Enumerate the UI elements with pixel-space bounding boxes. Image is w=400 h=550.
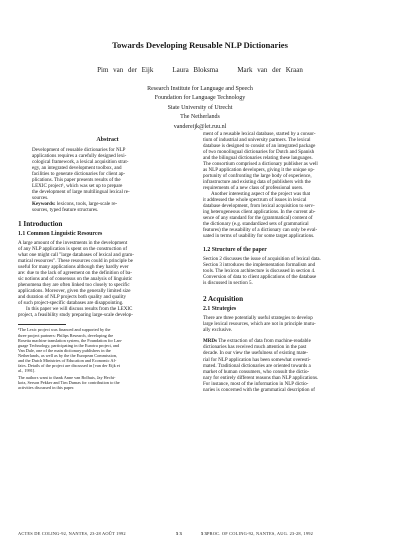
footnote-line: three project partners: Philips Research, developing the	[18, 332, 114, 338]
text-line: market of human consumers, who consult the dictio-	[203, 368, 310, 375]
footnote-line: ¹The Lexic project was financed and supported by the	[18, 327, 111, 333]
text-line: Section 3 introduces the implementation formalism and	[203, 262, 316, 269]
text-line: the dictionary (e.g. standardized sets of grammatical	[203, 221, 309, 228]
text-line: The consortium comprised a dictionary publisher as well	[203, 161, 318, 168]
paragraph	[203, 315, 382, 333]
footnote-line: Netherlands, as well as by the the European Commission,	[18, 352, 118, 358]
footnote-line: al., 1991].	[18, 368, 36, 374]
text-line: Conversion of data to client applications of the database	[203, 274, 317, 281]
text-line: and the bilingual dictionaries relating these languages.	[203, 155, 313, 162]
text-line: useful for many applications although they hardly ever	[18, 264, 129, 271]
text-line: ally exclusive.	[203, 327, 233, 334]
text-line: as NLP application developers, giving it the unique op-	[203, 167, 315, 174]
abstract-line: facilities to generate dictionaries for client ap-	[32, 171, 126, 178]
keywords-label: Keywords:	[32, 201, 56, 208]
paper-title: Towards Developing Reusable NLP Dictionaries	[112, 40, 288, 50]
text-line: database development, from lexical acquisition to serv-	[203, 203, 315, 210]
section-heading: 2 Acquisition	[203, 295, 244, 304]
text-line: Another interesting aspect of the project was that	[211, 191, 311, 198]
text-line: infrastructure and existing data of publishers with the	[203, 179, 311, 186]
footnote-line: Rosetta machine translation system, the Foundation for Lan-	[18, 337, 123, 343]
text-line: matical resources". These resources could in principle be	[18, 258, 133, 265]
affiliation-line: State University of Utrecht	[167, 104, 233, 111]
footer-right: PROC. OF COLING-92, NANTES, AUG. 23-28, 1992	[207, 531, 314, 536]
text-line: features) the reusability of a dictionary can only be eval-	[203, 227, 318, 234]
text-line: uated in terms of usability for some target applications.	[203, 233, 315, 240]
keywords-line: sources, typed feature structures.	[32, 207, 99, 214]
text-line: database is designed to consist of an integrated package	[203, 143, 316, 150]
author-list	[0, 66, 400, 74]
text-line: decade. In our view the usefulness of existing mate-	[203, 350, 308, 357]
page-number-right: 5 3	[201, 531, 207, 536]
abstract-line: cological framework, a lexical acquisition strat-	[32, 159, 129, 166]
paragraph	[18, 312, 197, 318]
subsection-heading: 2.1 Strategies	[203, 306, 237, 313]
abstract-line: plications. This paper presents results of the	[32, 177, 121, 184]
text-line: is discussed in section 5.	[203, 280, 253, 287]
footnote-line: fairs. Details of the project are discussed in [van der Eijk et	[18, 363, 120, 369]
text-line: requirements of a new class of professional users.	[203, 185, 304, 192]
text-line: naries is concerned with the grammatical description of	[203, 386, 315, 393]
paragraph	[203, 256, 382, 286]
footnote-line: kotz, Serson Pekker and Tim Dumas for contribution to the	[18, 380, 120, 386]
footnote	[18, 327, 197, 390]
author-name: Laura Bloksma	[172, 66, 219, 74]
text-line: For instance, most of the information in NLP dictio-	[203, 380, 309, 387]
text-line: tium of industrial and university partners. The lexical	[203, 137, 311, 144]
abstract-line: LEXIC project¹, which was set up to prepare	[32, 183, 123, 190]
subsection-heading: 1.1 Common Linguistic Resources	[18, 231, 103, 238]
run-in-heading: MRDs	[203, 338, 218, 345]
footer-left: ACTES DE COLING-92, NANTES, 23-28 AOÛT 1992	[18, 531, 126, 536]
paragraph	[203, 131, 382, 191]
right-column	[203, 131, 382, 393]
abstract-line: sources.	[32, 195, 49, 202]
affiliation-line: Foundation for Language Technology	[154, 95, 246, 102]
text-line: applications. Moreover, given the generally limited size	[18, 288, 131, 295]
text-line: Section 2 discusses the issue of acquisition of lexical data.	[203, 256, 321, 263]
keywords-text: lexicons, tools, large-scale re-	[55, 201, 118, 208]
text-line: of two monolingual dictionaries for Dutch and Spanish	[203, 149, 315, 156]
abstract-heading: Abstract	[96, 137, 119, 143]
text-line: sic notions and of consensus on the analysis of linguistic	[18, 276, 133, 283]
affiliation-line: Research Institute for Language and Speech	[147, 86, 253, 92]
paragraph	[203, 191, 382, 239]
text-line: large lexical resources, which are not in principle mutu-	[203, 321, 316, 328]
text-line: mated. Traditional dictionaries are oriented towards a	[203, 362, 311, 369]
page-number-left: 5 3	[176, 531, 182, 536]
abstract-body	[18, 147, 197, 213]
text-line: what one might call "large databases of lexical and gram-	[18, 252, 134, 259]
abstract-line: the development of large multilingual lexical re-	[32, 189, 130, 196]
paragraph	[203, 338, 382, 392]
author-name: Mark van der Kraan	[237, 66, 303, 74]
text-line: In this paper we will discuss results from the LEXIC	[26, 306, 133, 313]
text-run: The extraction of data from machine-readable	[217, 338, 311, 345]
abstract-line: egy, an integrated development toolbox, and	[32, 165, 122, 172]
text-line: of such project-specific databases are disappointing.	[18, 300, 124, 307]
section-heading: 1 Introduction	[18, 220, 63, 229]
text-line: rial for NLP application has been somewhat overesti-	[203, 356, 311, 363]
text-line: are: due to the lack of agreement on the definition of ba-	[18, 270, 132, 277]
text-line: ing heterogeneous client applications. In the current ab-	[203, 209, 316, 216]
abstract-line: Development of reusable dictionaries for NLP	[32, 147, 126, 154]
text-line: it addressed the whole spectrum of issues in lexical	[203, 197, 307, 204]
paragraph	[18, 240, 197, 306]
text-line: A large amount of the investments in the development	[18, 240, 128, 247]
footnote-line: guage Technology, participating in the Eurotra project, and	[18, 342, 120, 348]
abstract-line: applications requires a carefully designed lexi-	[32, 153, 127, 160]
text-line: dictionaries has received much attention in the past	[203, 344, 307, 351]
text-line: sence of any standard for the (grammatical) content of	[203, 215, 313, 222]
text-line: nary for entirely different reasons than NLP applications.	[203, 374, 319, 381]
author-name: Pim van der Eijk	[97, 66, 154, 74]
text-line: phenomena they are often linked too closely to specific	[18, 282, 130, 289]
author-email: vandereijk@let.ruu.nl	[173, 123, 227, 130]
footnote-line: Van Dale, one of the main dictionary publishers in the	[18, 347, 111, 353]
affiliation-line: The Netherlands	[180, 114, 220, 121]
footnote-rule	[18, 324, 66, 325]
left-column	[18, 137, 197, 391]
subsection-heading: 1.2 Structure of the paper	[203, 247, 267, 254]
text-line: ment of a reusable lexical database, started by a consor-	[203, 131, 316, 137]
text-line: portunity of confronting the large body of experience,	[203, 173, 312, 180]
text-line: of any NLP application is spent on the construction of	[18, 246, 128, 253]
text-line: tools. The lexicon architecture is discussed in section 4.	[203, 268, 316, 275]
footnote-line: and the Dutch Ministries of Education and Economic Af-	[18, 357, 117, 363]
text-line: project, a feasibility study preparing large-scale develop-	[18, 312, 133, 319]
footnote-line: The authors want to thank Anne van Bolhuis, Jay Hecht-	[18, 375, 116, 381]
footnote-line: activities discussed in this paper.	[18, 385, 75, 391]
text-line: and duration of NLP projects both quality and quality	[18, 294, 127, 301]
affiliation-block	[0, 85, 400, 132]
text-line: There are three potentially useful strategies to develop	[203, 315, 313, 322]
